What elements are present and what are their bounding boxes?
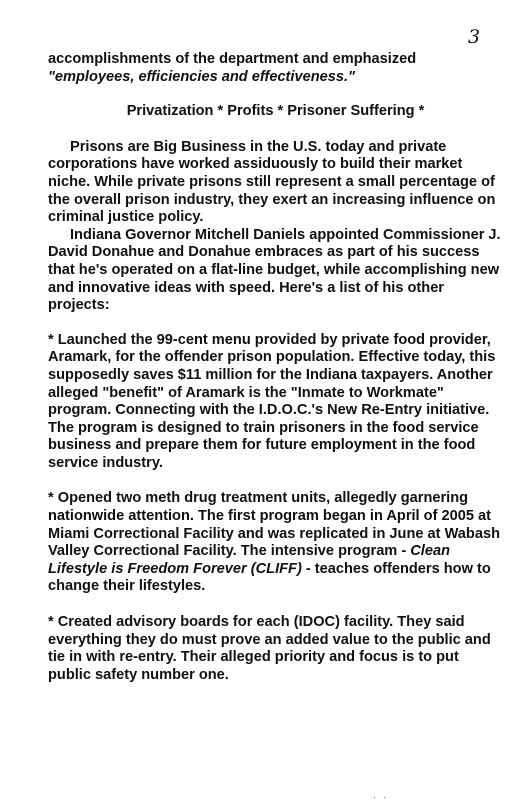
bullet-meth-text: * Opened two meth drug treatment units, allegedly garnering nationwide attention. The first program began in April of 2005 at Miami Correctional Facility and was replicated in June at Wabash Valley Correctional Facility. The intensive program -: [48, 490, 500, 560]
bullet-99-cent-menu: * Launched the 99-cent menu provided by private food provider, Aramark, for the offender prison population. Effective today, this supposedly saves $11 million for the Indiana taxpayers. Another alleged "benefit" of Aramark is the "Inmate to Workmate" program. Connecting with the I.D.O.C.'s New Re-Entry initiative. The program is designed to train prisoners in the food service business and prepare them for future employment in the food service industry.: [48, 331, 496, 471]
bullet-meth-text-end: - teaches offenders how to change their lifestyles.: [48, 560, 491, 595]
scan-speck: · ·: [373, 792, 389, 803]
bullet-advisory-boards: * Created advisory boards for each (IDOC) facility. They said everything they do must prove an added value to the public and tie in with re-entry. Their alleged priority and focus is to put public safety number one.: [48, 614, 491, 683]
document-page: [48, 30, 503, 684]
paragraph-prisons-business: Prisons are Big Business in the U.S. today and private corporations have worked assiduously to build their market niche. While private prisons still represent a small percentage of the overall prison industry, they exert an increasing influence on criminal justice policy.: [48, 138, 496, 226]
cliff-program-name: Clean Lifestyle is Freedom Forever (CLIFF): [48, 543, 450, 577]
intro-text: accomplishments of the department and emphasized: [48, 51, 417, 67]
bullet-meth-treatment: [48, 490, 503, 596]
paragraph-governor-appointment: Indiana Governor Mitchell Daniels appointed Commissioner J. David Donahue and Donahue embraces as part of his success that he's operated on a flat-line budget, while accomplishing new and innovative ideas with speed. Here's a list of his other projects:: [48, 226, 501, 314]
intro-paragraph: [48, 51, 503, 86]
section-heading: Privatization * Profits * Prisoner Suffering *: [126, 103, 425, 120]
page-number: 3: [468, 26, 481, 48]
intro-quote: "employees, efficiencies and effectiveness.": [48, 68, 355, 85]
